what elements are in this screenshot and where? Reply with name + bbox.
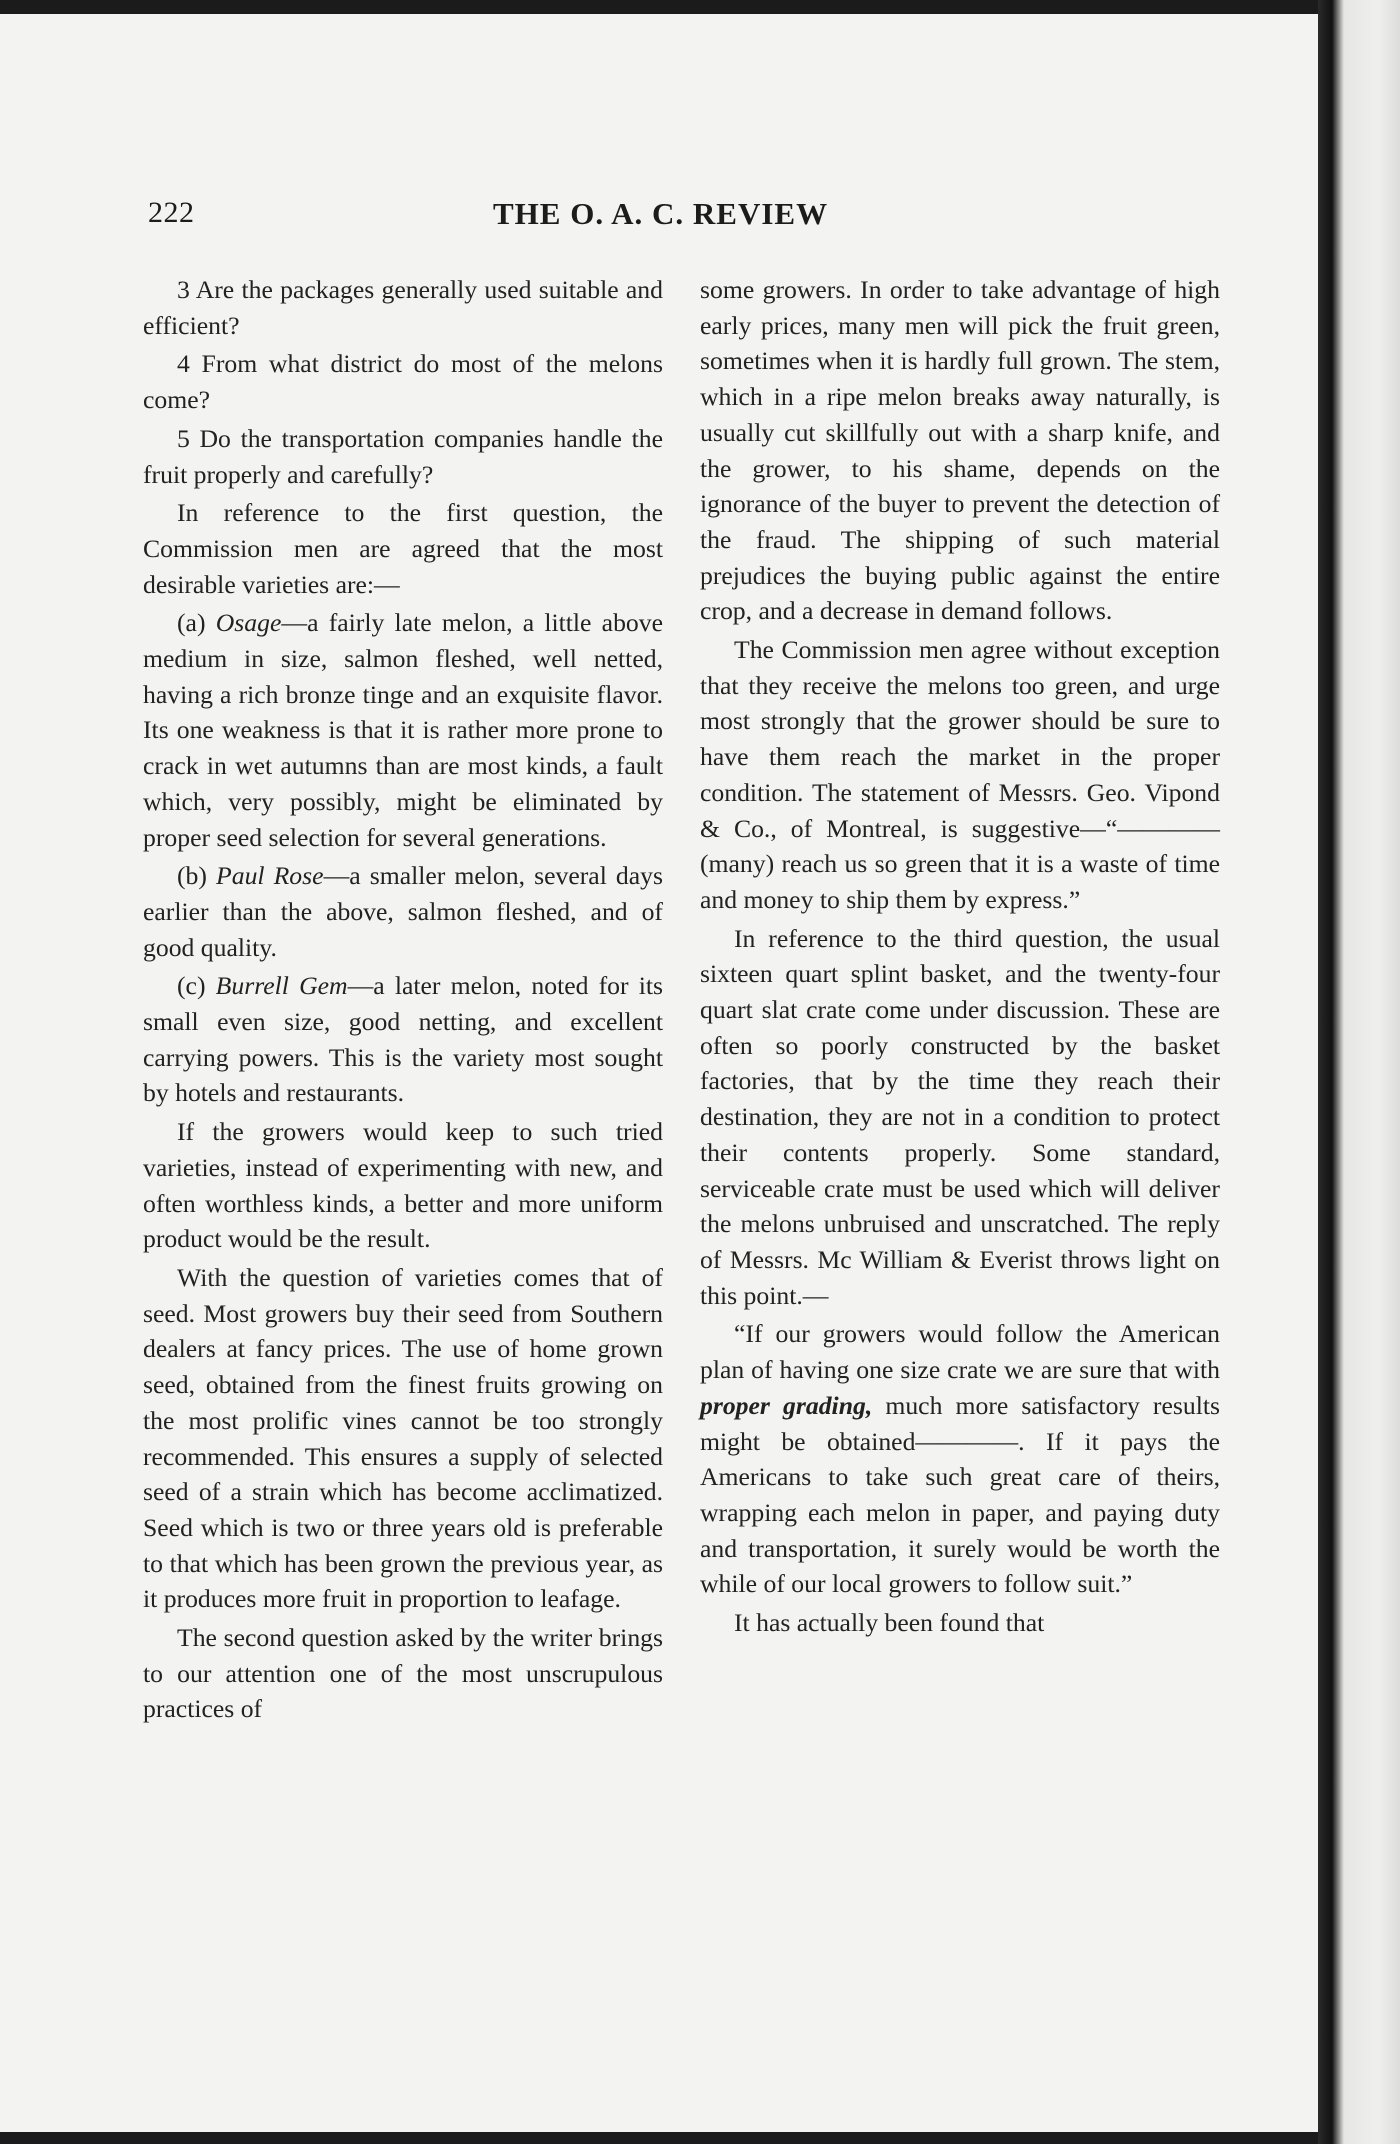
quotation-paragraph xyxy=(700,1316,1220,1602)
paragraph-third-question: In reference to the third question, the usual sixteen quart splint basket, and the twenty-four quart slat crate come under discussion. These are often so poorly constructed by the basket factories, that by the time they reach their destination, they are not in a condition to protect their contents properly. Some standard, serviceable crate must be used which will deliver the melons unbruised and unscratched. The reply of Messrs. Mc William & Everist throws light on this point.— xyxy=(700,923,1220,1310)
question-3: 3 Are the packages generally used suitable and efficient? xyxy=(143,275,663,340)
paragraph-varieties-intro: In reference to the first question, the Commission men are agreed that the most desirable varieties are:— xyxy=(143,498,663,599)
paragraph-green-picking: some growers. In order to take advantage of high early prices, many men will pick the fruit green, sometimes when it is hardly full grown. The stem, which in a ripe melon breaks away naturally, is usually cut skillfully out with a sharp knife, and the grower, to his shame, depends on the ignorance of the buyer to prevent the detection of the fraud. The shipping of such material prejudices the buying public against the entire crop, and a decrease in demand follows. xyxy=(700,275,1220,626)
variety-a-label: (a) xyxy=(177,608,206,638)
quotation-start: “If our growers would follow the American plan of having one size crate we are sure that with xyxy=(700,1319,1220,1385)
paragraph-seed: With the question of varieties comes that of seed. Most growers buy their seed from Southern dealers at fancy prices. The use of home grown seed, obtained from the finest fruits growing on the most prolific vines cannot be too strongly recommended. This ensures a supply of selected seed of a strain which has become acclimatized. Seed which is two or three years old is preferable to that which has been grown the previous year, as it produces more fruit in proportion to leafage. xyxy=(143,1262,663,1614)
question-5: 5 Do the transportation companies handle the fruit properly and carefully? xyxy=(143,423,663,489)
variety-a-description: —a fairly late melon, a little above medium in size, salmon fleshed, well netted, having a rich bronze tinge and an exquisite flavor. Its one weakness is that it is rather more prone to crack in wet autumns than are most kinds, a fault which, very possibly, might be eliminated by proper seed selection for several generations. xyxy=(143,608,663,852)
variety-c-description: —a later melon, noted for its small even size, good netting, and excellent carrying powers. This is the variety most sought by hotels and restaurants. xyxy=(143,971,663,1108)
variety-b xyxy=(143,858,663,965)
page-gutter-edge xyxy=(1318,0,1400,2144)
variety-c-name: Burrell Gem xyxy=(215,971,348,1001)
variety-a-name: Osage xyxy=(215,608,282,638)
right-column xyxy=(700,272,1220,1641)
paragraph-tried-varieties: If the growers would keep to such tried varieties, instead of experimenting with new, and often worthless kinds, a better and more uniform product would be the result. xyxy=(143,1117,663,1254)
left-column xyxy=(143,272,663,1727)
variety-a xyxy=(143,605,663,855)
variety-b-label: (b) xyxy=(177,861,207,891)
variety-c xyxy=(143,968,663,1111)
quotation-emphasis: proper grading, xyxy=(700,1390,873,1420)
variety-b-name: Paul Rose xyxy=(216,861,324,891)
paragraph-commission-men: The Commission men agree without exception that they receive the melons too green, and urge most strongly that the grower should be sure to have them reach the market in the proper condition. The statement of Messrs. Geo. Vipond & Co., of Montreal, is suggestive—“————(many) reach us so green that it is a waste of time and money to ship them by express.” xyxy=(700,635,1220,914)
page-header xyxy=(148,196,1222,242)
running-title: THE O. A. C. REVIEW xyxy=(493,196,829,231)
variety-b-description: —a smaller melon, several days earlier than the above, salmon fleshed, and of good quality. xyxy=(143,861,663,962)
page-number: 222 xyxy=(148,196,195,229)
question-4: 4 From what district do most of the melons come? xyxy=(143,349,663,415)
paragraph-second-question: The second question asked by the writer brings to our attention one of the most unscrupulous practices of xyxy=(143,1623,663,1724)
variety-c-label: (c) xyxy=(177,971,206,1001)
quotation-end: much more satisfactory results might be obtained————. If it pays the Americans to take such great care of theirs, wrapping each melon in paper, and paying duty and transportation, it surely would be worth the while of our local growers to follow suit.” xyxy=(700,1390,1220,1599)
paragraph-final: It has actually been found that xyxy=(734,1608,1045,1638)
